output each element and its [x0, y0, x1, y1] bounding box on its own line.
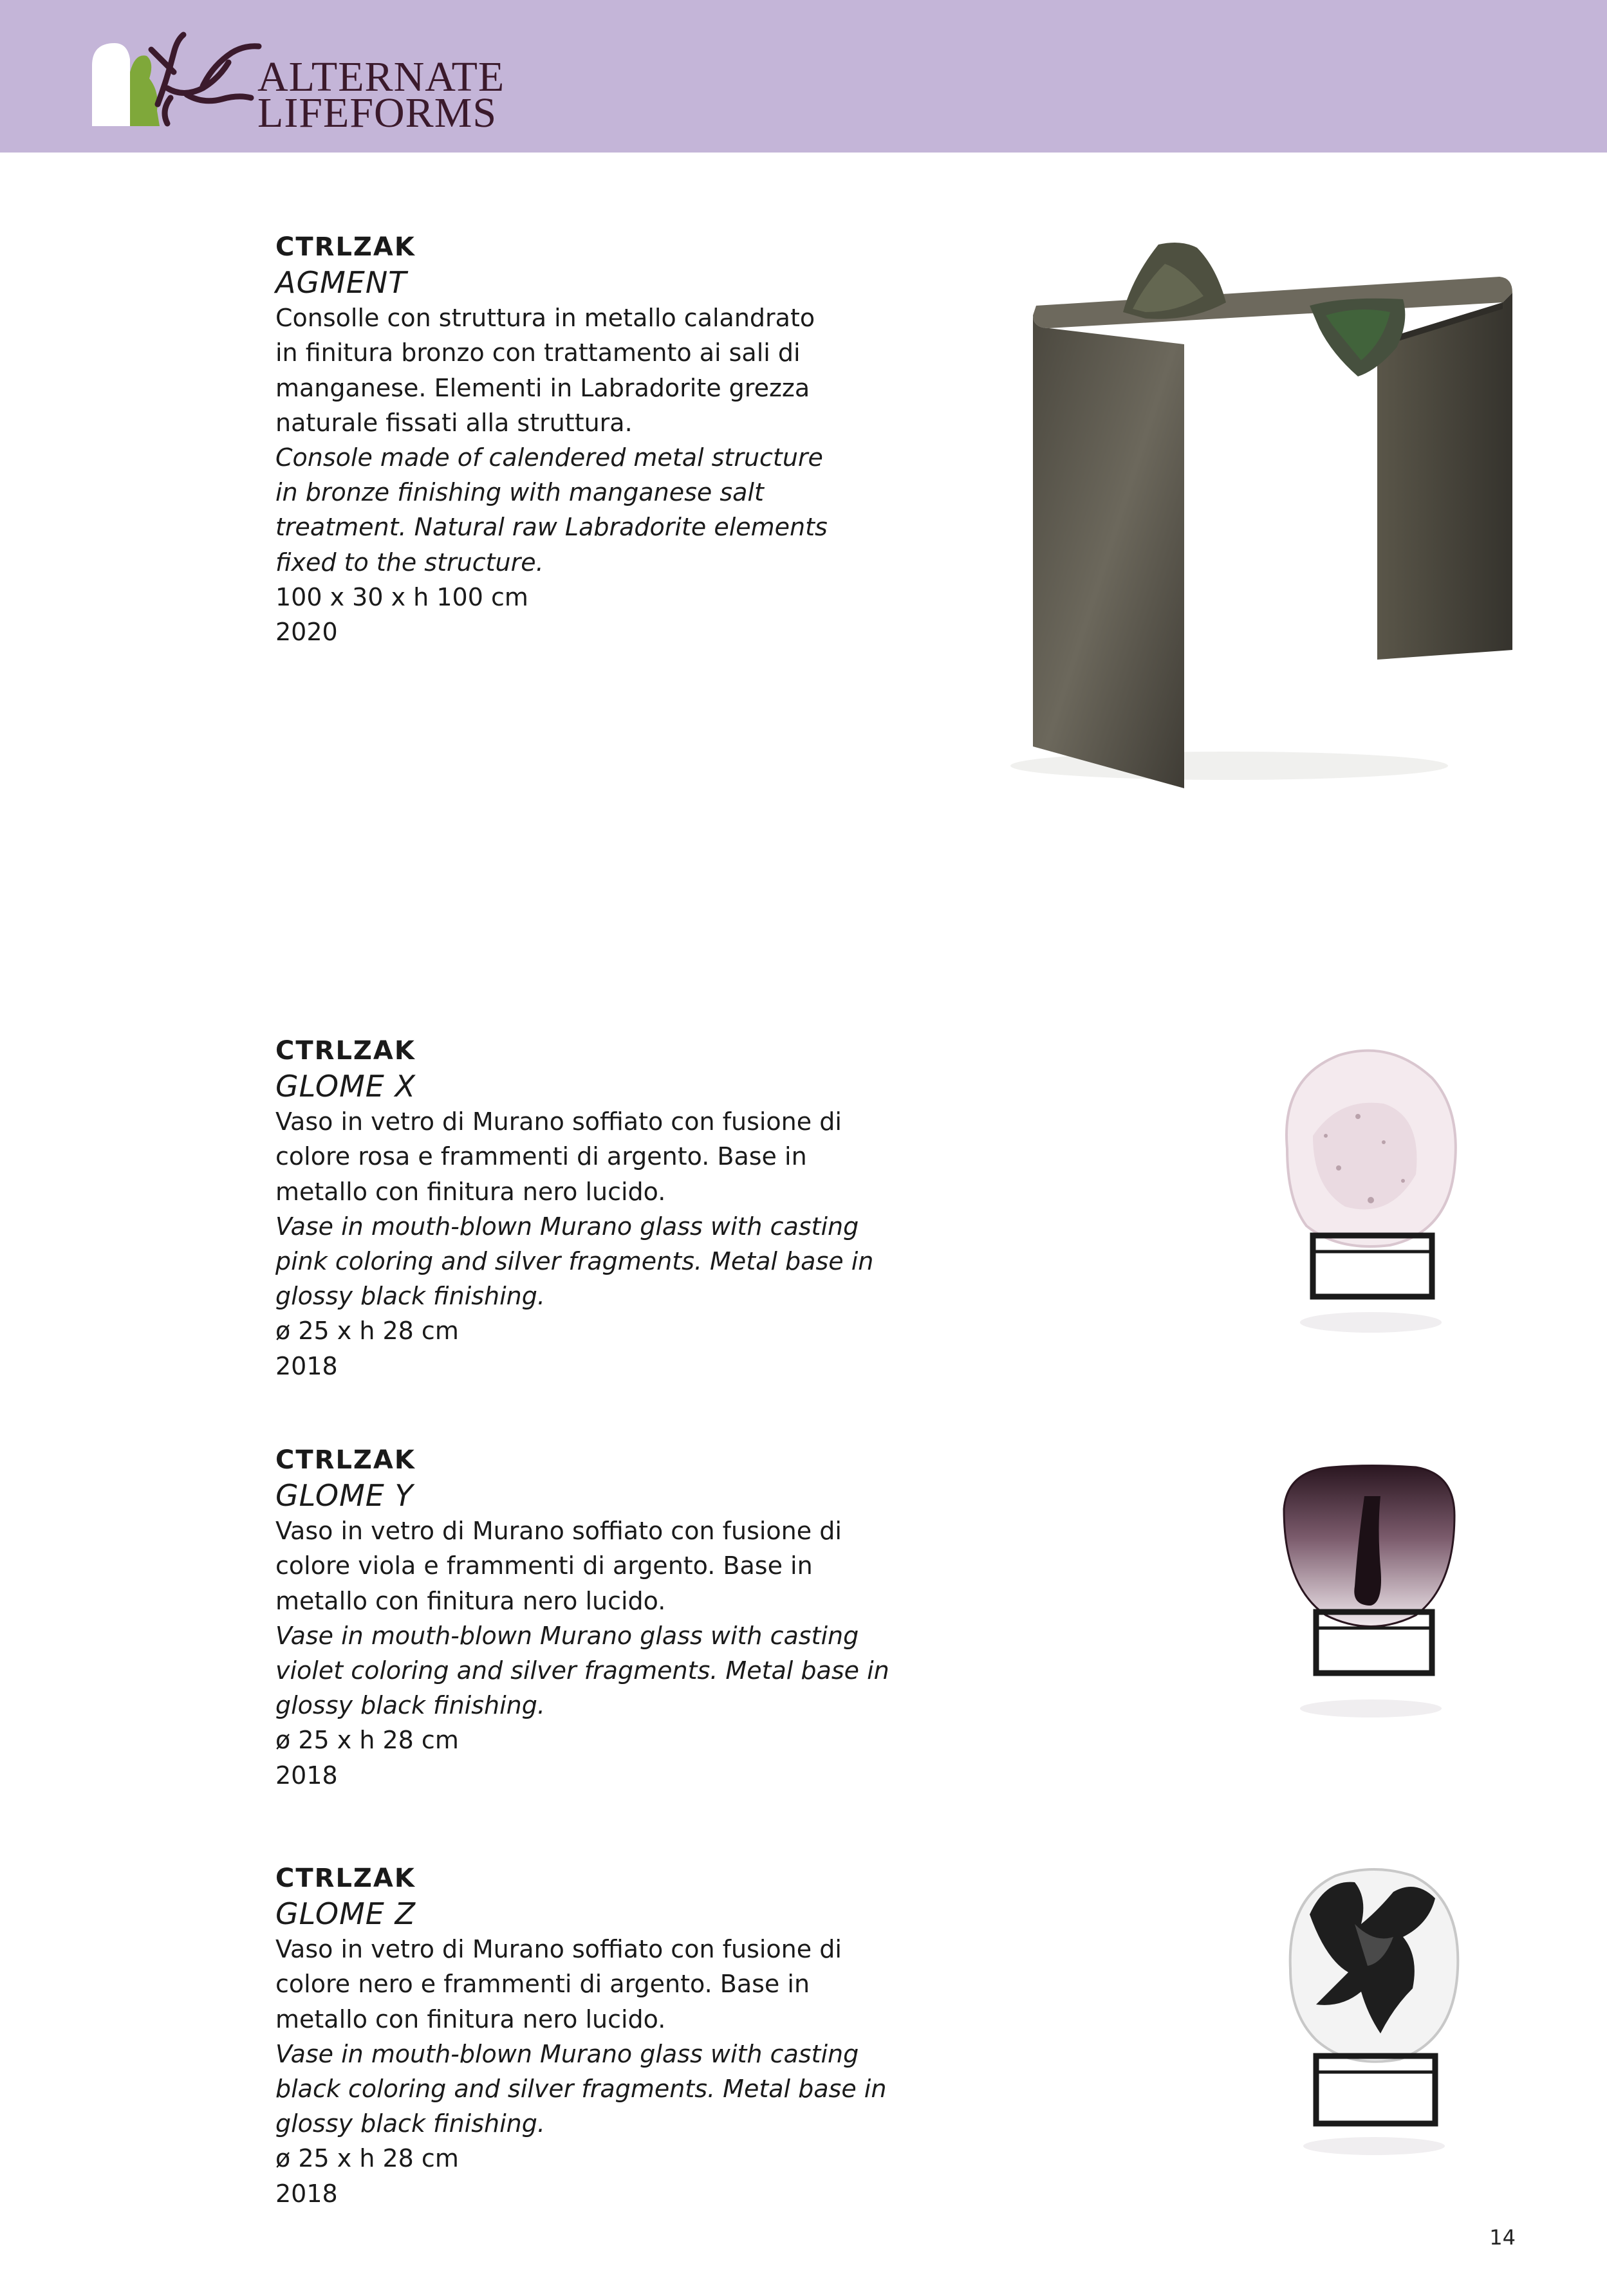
- catalog-entry: [275, 1443, 893, 1793]
- description-en: Vase in mouth-blown Murano glass with casting pink coloring and silver fragments. Metal base in glossy black finishing.: [275, 1212, 874, 1311]
- description-en: Vase in mouth-blown Murano glass with casting violet coloring and silver fragments. Metal base in glossy black finishing.: [275, 1621, 889, 1720]
- year: 2018: [275, 1351, 338, 1380]
- catalog-entry: [275, 1033, 893, 1384]
- glome-x-vase-image: [1261, 1039, 1480, 1342]
- description-it: Vaso in vetro di Murano soffiato con fusione di colore viola e frammenti di argento. Base in metallo con finitura nero lucido.: [275, 1517, 842, 1615]
- work-title: GLOME X: [275, 1069, 416, 1104]
- page-number: 14: [1489, 2225, 1516, 2250]
- artist-name: CTRLZAK: [275, 232, 416, 262]
- brand-line-1: ALTERNATE: [257, 53, 505, 100]
- year: 2020: [275, 618, 338, 647]
- agment-console-image: [959, 232, 1525, 798]
- glome-y-vase-image: [1261, 1458, 1480, 1728]
- artist-name: CTRLZAK: [275, 1864, 416, 1893]
- dimensions: ø 25 x h 28 cm: [275, 1726, 459, 1755]
- brand-wordmark: [257, 53, 505, 136]
- artist-name: CTRLZAK: [275, 1036, 416, 1066]
- catalog-entry: [275, 1861, 893, 2211]
- work-title: GLOME Z: [275, 1896, 416, 1932]
- year: 2018: [275, 2179, 338, 2208]
- description-it: Vaso in vetro di Murano soffiato con fusione di colore rosa e frammenti di argento. Base in metallo con finitura nero lucido.: [275, 1107, 842, 1206]
- description-en: Vase in mouth-blown Murano glass with casting black coloring and silver fragments. Metal base in glossy black finishing.: [275, 2039, 887, 2138]
- dimensions: ø 25 x h 28 cm: [275, 1317, 459, 1346]
- year: 2018: [275, 1761, 338, 1790]
- brand-line-2: LIFEFORMS: [257, 89, 497, 136]
- dimensions: ø 25 x h 28 cm: [275, 2144, 459, 2173]
- description-it: Consolle con struttura in metallo calandrato in finitura bronzo con trattamento ai sali di manganese. Elementi in Labradorite grezza naturale fissati alla struttura.: [275, 304, 815, 437]
- artist-name: CTRLZAK: [275, 1445, 416, 1475]
- description-it: Vaso in vetro di Murano soffiato con fusione di colore nero e frammenti di argento. Base in metallo con finitura nero lucido.: [275, 1935, 842, 2033]
- work-title: AGMENT: [275, 265, 407, 301]
- dimensions: 100 x 30 x h 100 cm: [275, 582, 528, 611]
- header-band: [0, 0, 1607, 153]
- catalog-entry: [275, 230, 842, 649]
- description-en: Console made of calendered metal structure in bronze finishing with manganese salt treatment. Natural raw Labradorite elements fixed to the structure.: [275, 443, 828, 577]
- glome-z-vase-image: [1265, 1853, 1483, 2162]
- work-title: GLOME Y: [275, 1478, 414, 1514]
